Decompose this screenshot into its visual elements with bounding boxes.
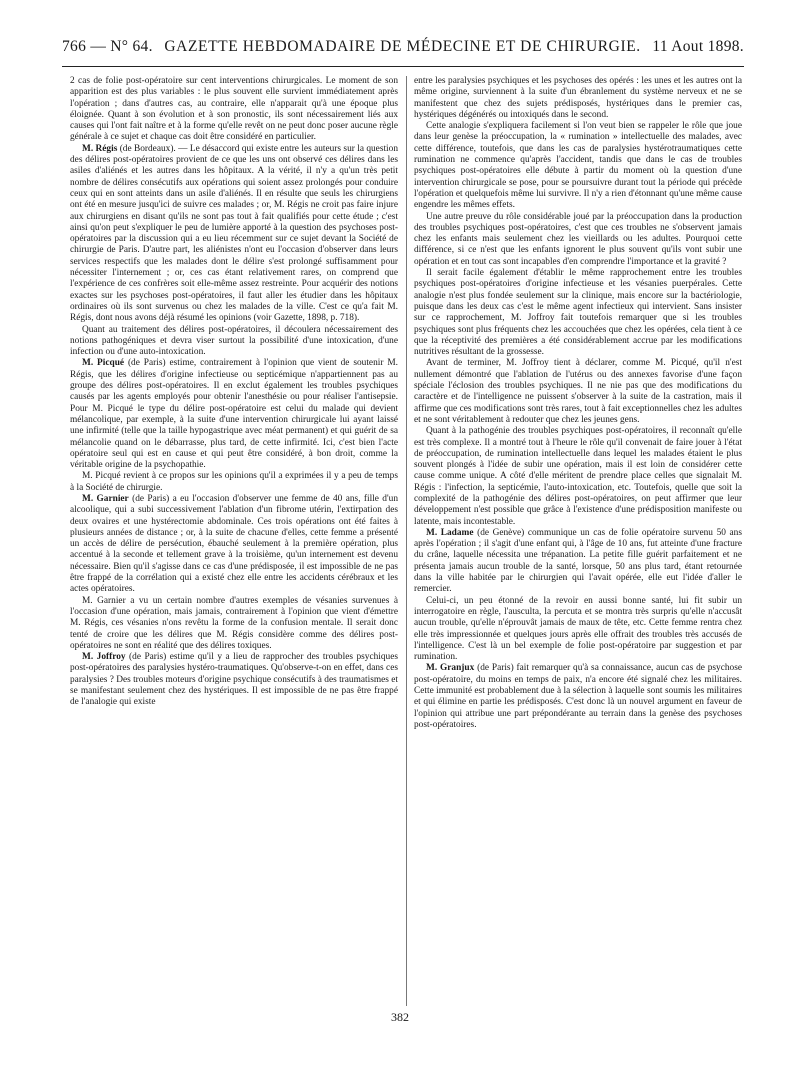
folio-number: 382	[391, 1010, 409, 1024]
paragraph-text: Celui-ci, un peu étonné de la revoir en aussi bonne santé, lui fit subir un interrogatoire en règle, l'ausculta, la percuta et se montra très surpris qu'elle n'accusât aucun trouble, qu'elle n'éprouvât jamais de maux de tête, etc. Cette femme rentra chez elle très impressionnée et quelques jours après elle offrait des troubles très accusés de l'intelligence. C'est là un bel exemple de folie post-opératoire par suggestion et par rumination.	[414, 595, 742, 663]
speaker-name: M. Ladame	[426, 527, 474, 538]
paragraph	[414, 76, 742, 121]
paragraph	[414, 528, 742, 596]
speaker-name: M. Régis	[82, 143, 118, 154]
paragraph-text: Quant à la pathogénie des troubles psychiques post-opératoires, il reconnaît qu'elle est très complexe. Il a montré tout à l'heure le rôle qu'il convenait de faire jouer à l'état de préoccupation, de rumination intellectuelle dans lequel les malades étaient le plus souvent plongés à l'idée de subir une opération, mais il est loin de considérer cette cause comme unique. A côté d'elle méritent de prendre place celles que signalait M. Régis : l'infection, la septicémie, l'auto-intoxication, etc. Toutefois, quelle que soit la complexité de la pathogénie des délires post-opératoires, on peut affirmer que leur développement n'est possible que grâce à l'existence d'une prédisposition manifeste ou latente, mais incontestable.	[414, 426, 742, 527]
paragraph-text: M. Picqué revient à ce propos sur les opinions qu'il a exprimées il y a peu de temps à la Société de chirurgie.	[70, 471, 398, 493]
page-number: 766 — N° 64.	[62, 38, 153, 55]
paragraph	[70, 596, 398, 652]
header-rule	[62, 66, 744, 67]
paragraph	[414, 268, 742, 358]
paragraph	[414, 596, 742, 664]
running-header	[62, 38, 744, 62]
paragraph-text: Avant de terminer, M. Joffroy tient à déclarer, comme M. Picqué, qu'il n'est nullement démontré que l'ablation de l'utérus ou des annexes favorise d'une façon spéciale l'éclosion des troubles psychiques. Il ne nie pas que des modifications du caractère et de l'intelligence ne puissent s'observer à la suite de la castration, mais il affirme que ces modifications sont très rares, tout à fait exceptionnelles chez les adultes et ne sont véritablement à redouter que chez les jeunes gens.	[414, 358, 742, 425]
paragraph-text: Quant au traitement des délires post-opératoires, il découlera nécessairement des notions pathogéniques et devra viser surtout la possibilité d'une intoxication, d'une infection ou d'une auto-intoxication.	[70, 324, 398, 358]
journal-title: GAZETTE HEBDOMADAIRE DE MÉDECINE ET DE CHIRURGIE.	[164, 38, 641, 55]
paragraph-text: (de Paris) estime, contrairement à l'opinion que vient de soutenir M. Régis, que les délires d'origine infectieuse ou septicémique n'appartiennent pas au groupe des délires post-opératoires. Il en exclut également les troubles psychiques causés par les agents employés pour obtenir l'anesthésie ou pour réaliser l'antisepsie. Pour M. Picqué le type du délire post-opératoire est celui du malade qui devient mélancolique, par exemple, à la suite d'une intervention chirurgicale lui ayant laissé une infirmité (telle que la taille hypogastrique avec méat permanent) et qui guérit de sa mélancolie quand on le débarrasse, plus tard, de cette infirmité. Ici, c'est bien l'acte opératoire seul qui est en cause et qui peut être considéré, à bon droit, comme la véritable origine de la psychopathie.	[70, 358, 398, 471]
paragraph	[414, 212, 742, 268]
paragraph	[414, 121, 742, 211]
speaker-name: M. Joffroy	[82, 652, 126, 663]
paragraph-text: 2 cas de folie post-opératoire sur cent interventions chirurgicales. Le moment de son apparition est des plus variables : le plus souvent elle survient immédiatement après l'opération ; dans d'autres cas, au contraire, elle n'apparait qu'à une époque plus éloignée. Quant à son évolution et à son pronostic, ils sont nécessairement liés aux causes qui l'ont fait naître et à la forme qu'elle revêt on ne peut donc poser aucune règle générale à ce sujet et chaque cas doit être considéré en particulier.	[70, 76, 398, 143]
paragraph	[70, 494, 398, 596]
paragraph-text: Il serait facile également d'établir le même rapprochement entre les troubles psychiques post-opératoires d'origine infectieuse et les vésanies puerpérales. Cette analogie n'est plus fondée seulement sur la clinique, mais encore sur la bactériologie, puisque dans les deux cas c'est le même agent infectieux qui intervient. Sans insister sur ce rapprochement, M. Joffroy fait toutefois remarquer que si les troubles psychiques sont plus fréquents chez les accouchées que chez les opérées, cela tient à ce que la réceptivité des premières a été considérablement accrue par les modifications nutritives résultant de la grossesse.	[414, 268, 742, 358]
paragraph	[70, 471, 398, 494]
speaker-name: M. Garnier	[82, 493, 129, 504]
paragraph	[70, 144, 398, 325]
left-column	[70, 76, 398, 709]
issue-date: 11 Aout 1898.	[652, 38, 744, 55]
paragraph-text: (de Paris) a eu l'occasion d'observer une femme de 40 ans, fille d'un alcoolique, qui a subi successivement l'ablation d'un fibrome utérin, l'extirpation des deux ovaires et une hystérectomie abdominale. Ces trois opérations ont été faites à plusieurs années de distance ; or, à la suite de chacune d'elles, cette femme a présenté un accès de délire de persécution, ébauché seulement à la première opération, plus accentué à la seconde et tellement grave à la troisième, qu'un internement est devenu nécessaire. Bien qu'il s'agisse dans ce cas d'une prédisposée, il est impossible de ne pas être frappé de la corrélation qui a existé chez elle entre les accidents cérébraux et les actes opératoires.	[70, 493, 398, 595]
paragraph	[414, 358, 742, 426]
paragraph	[414, 663, 742, 731]
paragraph	[70, 358, 398, 471]
paragraph-text: (de Bordeaux). — Le désaccord qui existe entre les auteurs sur la question des délires post-opératoires provient de ce que les uns ont observé ces délires dans les asiles d'aliénés et les autres dans les hôpitaux. A la vérité, il n'y a qu'un très petit nombre de délires consécutifs aux opérations qui soient assez prolongés pour conduire ceux qui en sont atteints dans un asile d'aliénés. Il en résulte que seuls les chirurgiens ont été en mesure jusqu'ici de suivre ces malades ; or, M. Régis ne croit pas faire injure aux chirurgiens en disant qu'ils ne sont pas tout à fait qualifiés pour cette étude ; c'est ainsi qu'on peut s'expliquer le peu de lumière apporté à la question des psychoses post-opératoires par la discussion qui a eu lieu récemment sur ce sujet devant la Société de chirurgie de Paris. D'autre part, les aliénistes n'ont eu l'occasion d'observer dans leurs services respectifs que les malades dont le délire s'est prolongé suffisamment pour nécessiter l'internement ; or, ces cas étant relativement rares, on comprend que l'expérience de ces confrères soit elle-même assez restreinte. Pour acquérir des notions exactes sur les psychoses post-opératoires, il faut aller les étudier dans les hôpitaux ordinaires où ils sont survenus ou chez les malades de la ville. C'est ce qu'a fait M. Régis, dont nous avons déjà résumé les opinions (voir Gazette, 1898, p. 718).	[70, 143, 398, 324]
paragraph-text: Cette analogie s'expliquera facilement si l'on veut bien se rappeler le rôle que joue dans leur genèse la préoccupation, la « rumination » intellectuelle des malades, avec cette différence, toutefois, que dans les cas de paralysies hystérotraumatiques cette rumination ne commence qu'après l'accident, tandis que dans le cas de troubles psychiques post-opératoires elle débute à partir du moment où la question d'une intervention chirurgicale se pose, pour se poursuivre durant tout la période qui précède l'opération et quelquefois même lui survivre. Il n'y a rien d'étonnant qu'une même cause engendre les mêmes effets.	[414, 121, 742, 211]
paragraph	[70, 325, 398, 359]
paragraph-text: M. Garnier a vu un certain nombre d'autres exemples de vésanies survenues à l'occasion d'une opération, mais jamais, contrairement à l'opinion que vient d'émettre M. Régis, ces vésanies n'ons revêtu la forme de la confusion mentale. Il serait donc tenté de croire que les délires que M. Régis considère comme des délires post-opératoires ne sont en réalité que des délires toxiques.	[70, 595, 398, 651]
column-separator	[406, 76, 407, 1006]
right-column	[414, 76, 742, 731]
paragraph-text: entre les paralysies psychiques et les psychoses des opérés : les unes et les autres ont la même origine, surviennent à la suite d'un ébranlement du système nerveux et ne se manifestent que chez des sujets prédisposés, hystériques dans le premier cas, hystériques dégénérés ou intoxiqués dans le second.	[414, 76, 742, 120]
paragraph-text: (de Paris) estime qu'il y a lieu de rapprocher des troubles psychiques post-opératoires des paralysies hystéro-traumatiques. Qu'observe-t-on en effet, dans ces paralysies ? Des troubles moteurs d'origine psychique consécutifs à des traumatismes et se manifestant seulement chez des hystériques. Il est impossible de ne pas être frappé de l'analogie qui existe	[70, 652, 398, 708]
paragraph-text: (de Paris) fait remarquer qu'à sa connaissance, aucun cas de psychose post-opératoire, du moins en temps de paix, n'a encore été signalé chez les militaires. Cette immunité est probablement due à la sélection à laquelle sont soumis les militaires et qui élimine en partie les prédisposés. C'est donc là un nouvel argument en faveur de l'opinion qui attribue une part prépondérante au terrain dans la genèse des psychoses post-opératoires.	[414, 663, 742, 730]
paragraph	[414, 426, 742, 528]
paragraph	[70, 76, 398, 144]
speaker-name: M. Granjux	[426, 663, 475, 674]
paragraph	[70, 652, 398, 708]
paragraph-text: (de Genève) communique un cas de folie opératoire survenu 50 ans après l'opération ; il s'agit d'une enfant qui, à l'âge de 10 ans, fut atteinte d'une fracture du crâne, laquelle nécessita une trépanation. La petite fille guérit parfaitement et ne présenta jamais aucun trouble de la santé, lorsque, 50 ans plus tard, étant retournée dans la ville habitée par le chirurgien qui l'avait opérée, elle eut l'idée d'aller le remercier.	[414, 527, 742, 595]
paragraph-text: Une autre preuve du rôle considérable joué par la préoccupation dans la production des troubles psychiques post-opératoires, c'est que ces troubles ne s'observent jamais chez les enfants mais seulement chez les vieillards ou les adultes. Pourquoi cette différence, si ce n'est que les enfants ignorent le plus souvent qu'ils vont subir une opération et en tout cas sont incapables d'en comprendre l'importance et la gravité ?	[414, 211, 742, 267]
speaker-name: M. Picqué	[82, 358, 125, 369]
